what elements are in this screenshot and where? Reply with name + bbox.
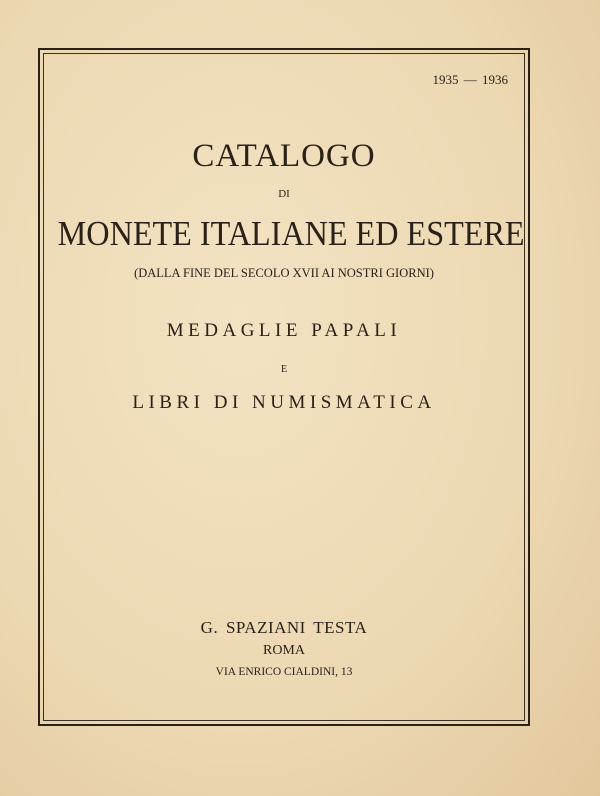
- main-title: MONETE ITALIANE ED ESTERE: [57, 214, 525, 253]
- publisher-city: ROMA: [262, 643, 305, 658]
- conjunction: E: [280, 364, 288, 375]
- year-range: 1935 — 1936: [432, 72, 508, 87]
- section-libri: LIBRI DI NUMISMATICA: [132, 392, 436, 413]
- section-medaglie: MEDAGLIE PAPALI: [166, 320, 402, 341]
- catalog-title: CATALOGO: [192, 138, 376, 174]
- publisher-address: VIA ENRICO CIALDINI, 13: [215, 666, 353, 678]
- subtitle: (DALLA FINE DEL SECOLO XVII AI NOSTRI GIORNI): [134, 266, 434, 280]
- publisher-name: G. SPAZIANI TESTA: [200, 618, 368, 637]
- title-di: DI: [278, 188, 290, 200]
